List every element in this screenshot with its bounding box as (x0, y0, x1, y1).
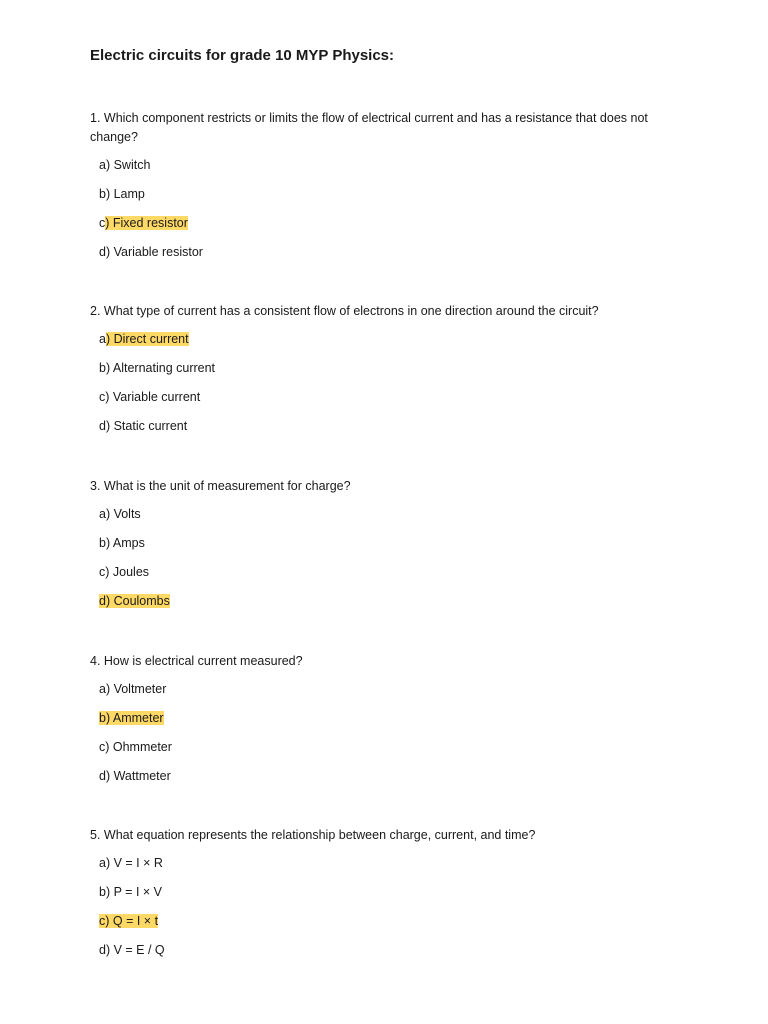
option-text: d) V = E / Q (99, 943, 165, 957)
option-a (99, 157, 680, 174)
option-highlight: c) Q = I × t (99, 914, 159, 928)
option-text: c) Variable current (99, 390, 201, 404)
question-1 (90, 109, 680, 273)
option-text: a) Voltmeter (99, 682, 167, 696)
option-text: b) P = I × V (99, 885, 163, 899)
option-b (99, 186, 680, 203)
option-b (99, 360, 680, 377)
option-d (99, 418, 680, 435)
question-4 (90, 652, 680, 797)
option-text: c) Joules (99, 565, 150, 579)
question-text: 3. What is the unit of measurement for charge? (90, 479, 351, 493)
option-d (99, 244, 680, 261)
option-c (99, 215, 680, 232)
option-d (99, 768, 680, 785)
option-highlight: b) Ammeter (99, 711, 164, 725)
option-text: a) Volts (99, 507, 141, 521)
question-5 (90, 826, 680, 971)
option-a (99, 506, 680, 523)
question-3 (90, 477, 680, 622)
option-highlight: ) Fixed resistor (105, 216, 188, 230)
option-text: c (99, 216, 106, 230)
question-text: 2. What type of current has a consistent flow of electrons in one direction around the circuit? (90, 304, 599, 318)
option-text: b) Amps (99, 536, 145, 550)
option-c (99, 564, 680, 581)
option-highlight: d) Coulombs (99, 594, 170, 608)
option-c (99, 389, 680, 406)
option-text: d) Variable resistor (99, 245, 203, 259)
question-2 (90, 302, 680, 447)
option-text: a) Switch (99, 158, 151, 172)
option-c (99, 739, 680, 756)
option-b (99, 884, 680, 901)
option-d (99, 593, 680, 610)
option-b (99, 710, 680, 727)
question-text: 1. Which component restricts or limits the flow of electrical current and has a resistance that does not change? (90, 111, 648, 144)
option-text: d) Static current (99, 419, 188, 433)
option-highlight: ) Direct current (105, 332, 189, 346)
option-a (99, 331, 680, 348)
option-text: c) Ohmmeter (99, 740, 172, 754)
option-text: d) Wattmeter (99, 769, 171, 783)
option-d (99, 942, 680, 959)
option-a (99, 681, 680, 698)
option-text: b) Lamp (99, 187, 145, 201)
document-title: Electric circuits for grade 10 MYP Physics: (90, 47, 395, 64)
question-text: 5. What equation represents the relationship between charge, current, and time? (90, 828, 536, 842)
question-text: 4. How is electrical current measured? (90, 654, 303, 668)
option-text: a) V = I × R (99, 856, 163, 870)
option-text: b) Alternating current (99, 361, 216, 375)
option-c (99, 913, 680, 930)
option-b (99, 535, 680, 552)
option-a (99, 855, 680, 872)
option-text: a (99, 332, 106, 346)
